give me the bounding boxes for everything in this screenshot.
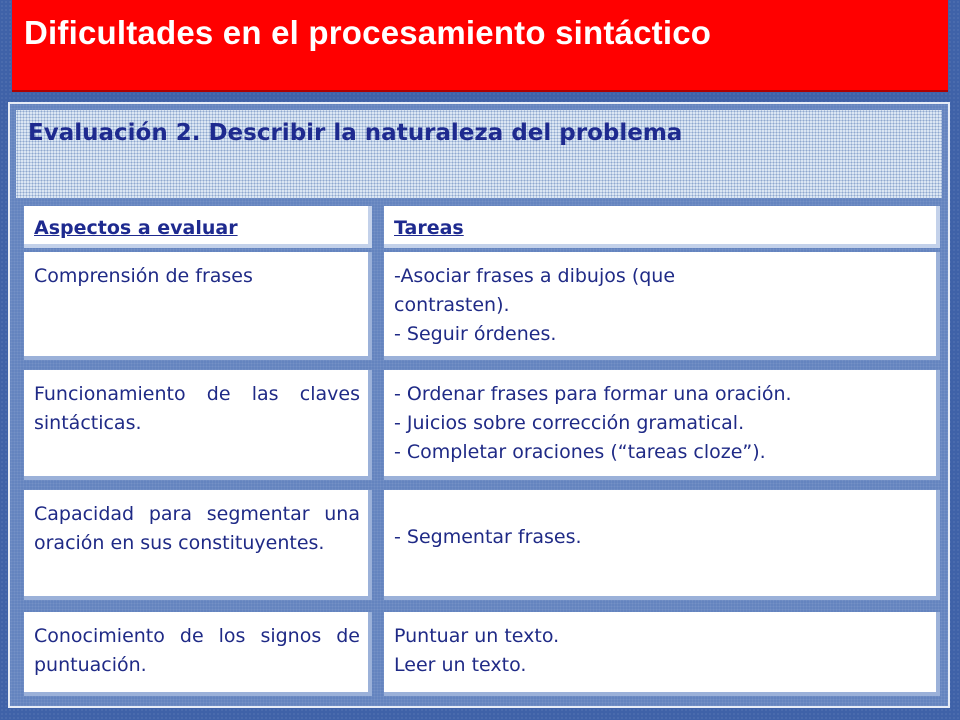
tasks-cell — [384, 370, 940, 480]
task-item: - Completar oraciones (“tareas cloze”). — [394, 441, 766, 463]
evaluation-title: Evaluación 2. Describir la naturaleza del problema — [28, 120, 683, 146]
aspect-text: Conocimiento de los signos de puntuación. — [34, 625, 360, 676]
slide-title: Dificultades en el procesamiento sintáctico — [24, 14, 712, 51]
tasks-cell — [384, 252, 940, 360]
aspect-cell — [24, 612, 372, 696]
task-item: Puntuar un texto. — [394, 625, 560, 647]
header-aspects-label: Aspectos a evaluar — [34, 217, 238, 239]
tasks-text — [384, 252, 936, 349]
tasks-text — [384, 370, 936, 467]
tasks-cell — [384, 490, 940, 600]
tasks-text — [384, 612, 936, 680]
aspect-cell — [24, 252, 372, 360]
evaluation-header-box — [16, 110, 942, 198]
header-aspects — [24, 206, 372, 248]
task-item: - Ordenar frases para formar una oración. — [394, 383, 792, 405]
header-tasks-label: Tareas — [394, 217, 464, 239]
aspect-cell — [24, 490, 372, 600]
task-item: -Asociar frases a dibujos (que contrasten). — [394, 265, 676, 316]
tasks-cell — [384, 612, 940, 696]
header-tasks — [384, 206, 940, 248]
task-item: - Juicios sobre corrección gramatical. — [394, 412, 745, 434]
task-item: Leer un texto. — [394, 654, 527, 676]
aspect-text: Comprensión de frases — [34, 265, 253, 287]
aspect-text: Funcionamiento de las claves sintácticas. — [34, 383, 360, 434]
aspect-text: Capacidad para segmentar una oración en sus constituyentes. — [34, 503, 360, 554]
tasks-text — [384, 490, 936, 552]
title-bar — [12, 0, 948, 92]
task-item: - Seguir órdenes. — [394, 323, 557, 345]
task-item: - Segmentar frases. — [394, 526, 582, 548]
aspect-cell — [24, 370, 372, 480]
